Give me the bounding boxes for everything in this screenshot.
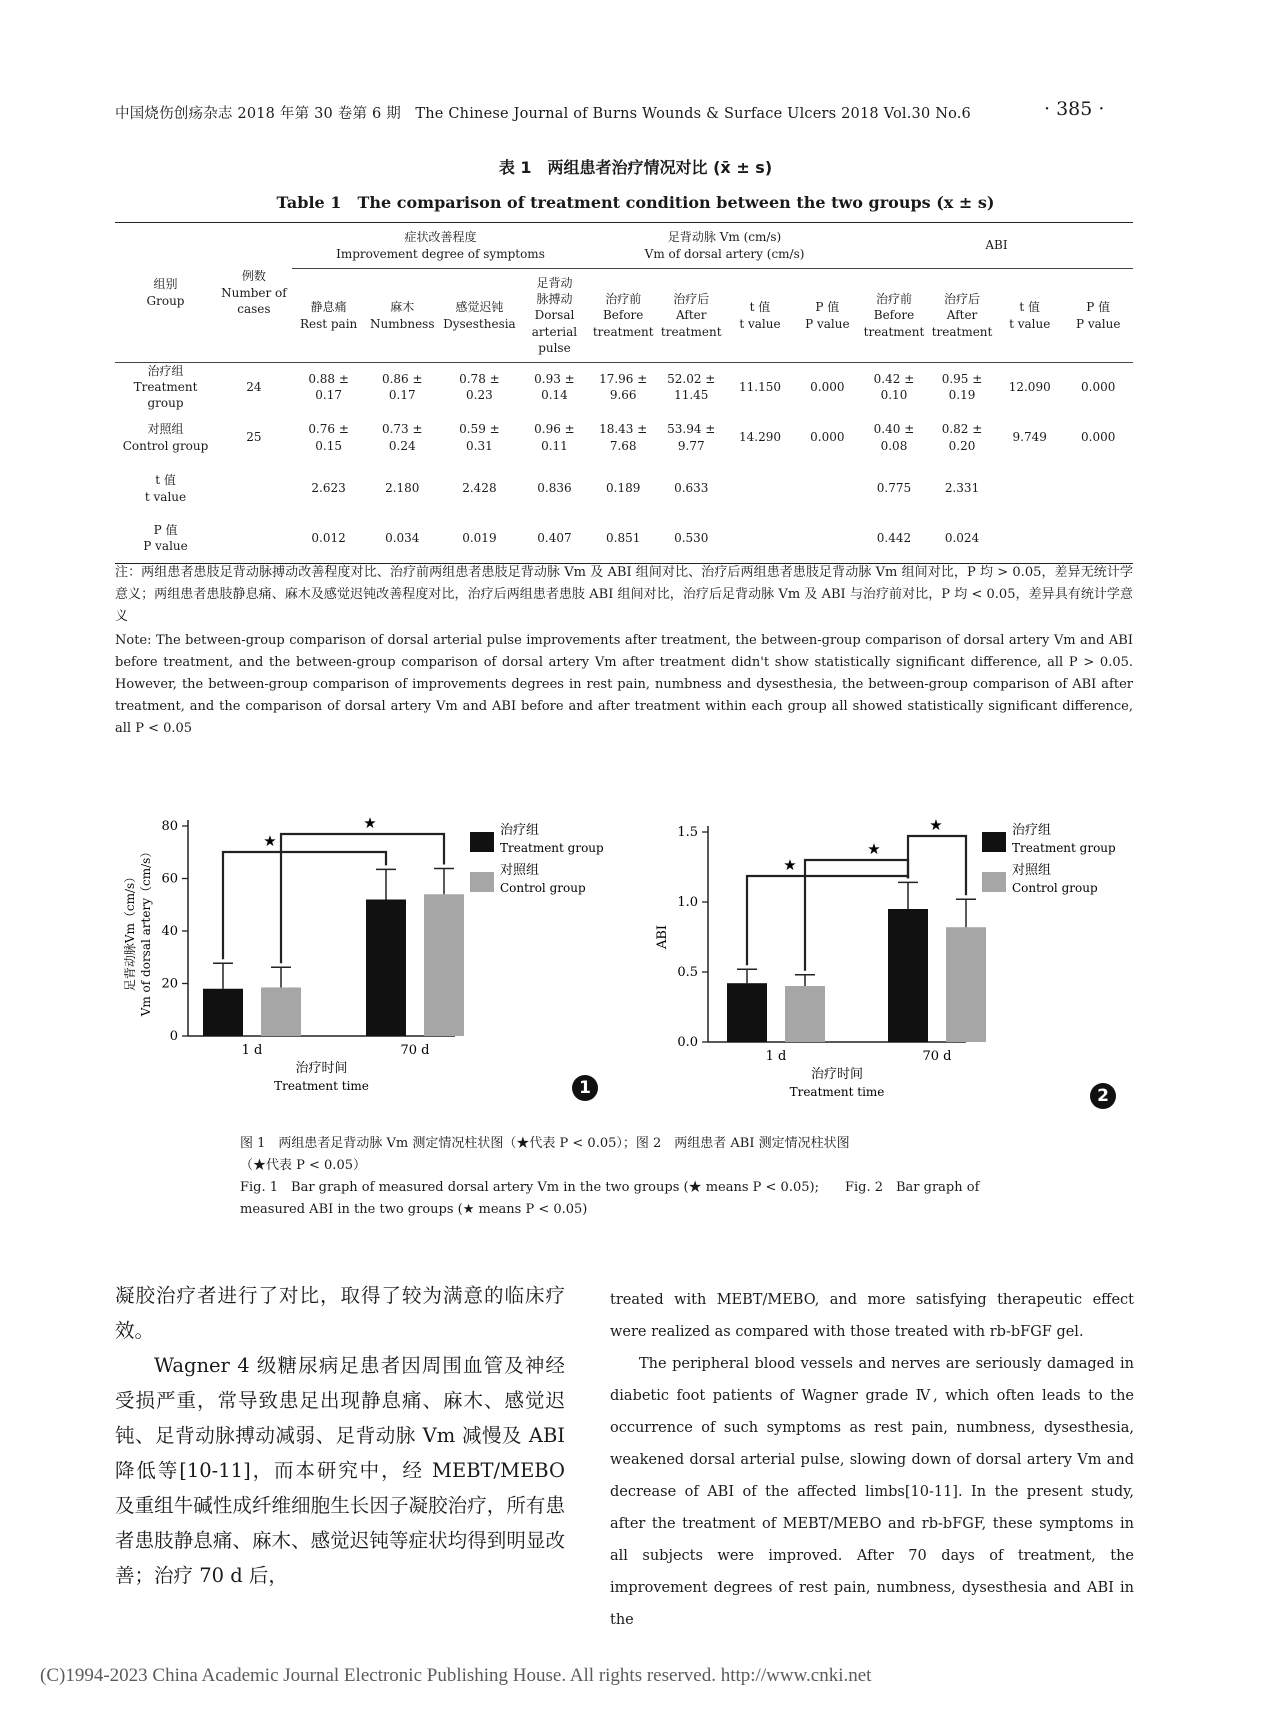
- legend-swatch: [982, 872, 1006, 892]
- journal-title-en: The Chinese Journal of Burns Wounds & Surface Ulcers 2018 Vol.30 No.6: [415, 106, 971, 122]
- significance-star: ★: [783, 856, 797, 874]
- abi-after-header: 治疗后 After treatment: [928, 269, 996, 363]
- vm-before-header: 治疗前 Before treatment: [589, 269, 657, 363]
- significance-star: ★: [867, 840, 881, 858]
- x-axis-label-cn: 治疗时间: [810, 1067, 864, 1082]
- dysesthesia-header: 感觉迟钝 Dysesthesia: [439, 269, 520, 363]
- bar: [785, 986, 825, 1042]
- body-text-en: [610, 1284, 1134, 1636]
- rest-pain-header: 静息痛 Rest pain: [292, 269, 366, 363]
- y-tick-label: 0.5: [677, 965, 698, 980]
- bar: [888, 909, 928, 1042]
- figure-2-number: 2: [1090, 1083, 1116, 1109]
- copyright-footer: (C)1994-2023 China Academic Journal Electronic Publishing House. All rights reserved. http://www.cnki.net: [40, 1665, 872, 1686]
- figure-area: [0, 800, 1271, 1120]
- x-tick-label: 1 d: [241, 1043, 263, 1058]
- y-axis-label-cn: 足背动脉Vm（cm/s）: [123, 870, 137, 992]
- cases-header: 例数 Number of cases: [216, 223, 292, 363]
- legend-swatch: [470, 872, 494, 892]
- legend-label-en: Control group: [500, 881, 586, 895]
- table-row-control: 对照组 Control group 25 0.76 ± 0.15 0.73 ± 0.24 0.59 ± 0.31 0.96 ± 0.11 18.43 ± 7.68 53.94 ± 9.77 14.290 0.000 0.40 ± 0.08 0.82 ± 0.20 9.749 0.000: [122, 422, 1116, 453]
- legend-label-cn: 对照组: [1012, 863, 1052, 878]
- figure-1-vm-chart: [0, 800, 620, 1120]
- table-note-en: Note: The between-group comparison of dorsal arterial pulse improvements after treatment, the between-group comparison of dorsal artery Vm and ABI before treatment, and the between-group comparison of dorsal artery Vm after treatment didn't show statistically significant difference, all P > 0.05. However, the between-group comparison of improvements degrees in rest pain, numbness and dysesthesia, the between-group comparison of ABI after treatment, and the comparison of dorsal artery Vm and ABI before and after treatment within each group all showed statistically significant difference, all P < 0.05: [115, 633, 1133, 736]
- body-en-paragraph-1: treated with MEBT/MEBO, and more satisfying therapeutic effect were realized as compared with those treated with rb-bFGF gel.: [610, 1292, 1134, 1340]
- bar: [946, 927, 986, 1042]
- bar: [203, 989, 243, 1036]
- pulse-header: 足背动 脉搏动 Dorsal arterial pulse: [520, 269, 589, 363]
- bar: [727, 983, 767, 1042]
- journal-title-cn: 中国烧伤创疡杂志 2018 年第 30 卷第 6 期: [115, 106, 401, 122]
- y-tick-label: 0.0: [677, 1035, 698, 1050]
- legend-label-cn: 治疗组: [1012, 823, 1052, 838]
- y-tick-label: 0: [169, 1029, 178, 1044]
- table-note-cn: 注：两组患者患肢足背动脉搏动改善程度对比、治疗前两组患者患肢足背动脉 Vm 及 ABI 组间对比、治疗后两组患者患肢足背动脉 Vm 组间对比，P 均 > 0.05，差异无统计学意义；两组患者患肢静息痛、麻木及感觉迟钝改善程度对比，治疗后两组患者患肢 ABI 组间对比，治疗后足背动脉 Vm 及 ABI 与治疗前对比，P 均 < 0.05，差异具有统计学意义: [115, 565, 1133, 624]
- group-header: 组别 Group: [115, 223, 216, 363]
- table-row-p-value: P 值 P value 0.012 0.034 0.019 0.407 0.851 0.530 0.442 0.024: [115, 514, 1133, 564]
- body-cn-paragraph-2: Wagner 4 级糖尿病足患者因周围血管及神经受损严重，常导致患足出现静息痛、麻木、感觉迟钝、足背动脉搏动减弱、足背动脉 Vm 减慢及 ABI 降低等[10-11]，而本研究中，经 MEBT/MEBO 及重组牛碱性成纤维细胞生长因子凝胶治疗，所有患者患肢静息痛、麻木、感觉迟钝等症状均得到明显改善；治疗 70 d 后，: [115, 1354, 565, 1587]
- legend-label-en: Control group: [1012, 881, 1098, 895]
- body-en-paragraph-2: The peripheral blood vessels and nerves are seriously damaged in diabetic foot patients of Wagner grade Ⅳ, which often leads to the occurrence of such symptoms as rest pain, numbness, dysesthesia, weakened dorsal arterial pulse, slowing down of dorsal artery Vm and decrease of ABI of the affected limbs[10-11]. In the present study, after the treatment of MEBT/MEBO and rb-bFGF, these symptoms in all subjects were improved. After 70 days of treatment, the improvement degrees of rest pain, numbness, dysesthesia and ABI in the: [610, 1356, 1134, 1628]
- figure-2-abi-chart: [620, 800, 1240, 1120]
- y-axis-label-en: Vm of dorsal artery（cm/s）: [139, 845, 153, 1017]
- body-text-cn: [115, 1278, 565, 1593]
- y-tick-label: 20: [161, 976, 178, 992]
- y-tick-label: 1.0: [677, 895, 698, 910]
- abi-before-header: 治疗前 Before treatment: [860, 269, 928, 363]
- x-axis-label-en: Treatment time: [789, 1085, 885, 1099]
- significance-bracket: [223, 852, 386, 959]
- significance-bracket: [908, 836, 966, 895]
- significance-star: ★: [263, 832, 277, 850]
- y-axis-label: ABI: [655, 924, 670, 950]
- x-axis-label-cn: 治疗时间: [295, 1061, 348, 1076]
- comparison-table: [115, 222, 1133, 564]
- table-caption-cn: 表 1 两组患者治疗情况对比 (x̄ ± s): [498, 158, 773, 177]
- y-tick-label: 60: [161, 871, 178, 887]
- page-number: · 385 ·: [1044, 98, 1105, 120]
- legend-label-cn: 对照组: [500, 863, 540, 878]
- bar: [424, 894, 464, 1036]
- x-axis-label-en: Treatment time: [274, 1079, 369, 1093]
- table-row-treatment: 治疗组 Treatment group 24 0.88 ± 0.17 0.86 ± 0.17 0.78 ± 0.23 0.93 ± 0.14 17.96 ± 9.66 52.02 ± 11.45 11.150 0.000 0.42 ± 0.10 0.95 ± 0.19 12.090 0.000: [133, 364, 1116, 411]
- legend-swatch: [470, 832, 494, 852]
- bar: [366, 900, 406, 1037]
- x-tick-label: 70 d: [922, 1049, 952, 1064]
- vm-header: 足背动脉 Vm (cm/s) Vm of dorsal artery (cm/s): [589, 223, 860, 269]
- y-tick-label: 40: [161, 924, 178, 939]
- significance-star: ★: [929, 816, 943, 834]
- numbness-header: 麻木 Numbness: [365, 269, 439, 363]
- legend-swatch: [982, 832, 1006, 852]
- body-cn-paragraph-1: 凝胶治疗者进行了对比，取得了较为满意的临床疗效。: [115, 1284, 565, 1342]
- abi-t-header: t 值 t value: [996, 269, 1063, 363]
- vm-p-header: P 值 P value: [795, 269, 860, 363]
- x-tick-label: 70 d: [400, 1043, 430, 1058]
- legend-label-cn: 治疗组: [500, 823, 540, 838]
- vm-after-header: 治疗后 After treatment: [657, 269, 725, 363]
- significance-bracket: [281, 834, 444, 963]
- legend-label-en: Treatment group: [1012, 841, 1116, 855]
- table-row-t-value: t 值 t value 2.623 2.180 2.428 0.836 0.189 0.633 0.775 2.331: [144, 473, 980, 504]
- running-header: [115, 102, 971, 123]
- y-tick-label: 80: [161, 819, 178, 834]
- abi-header: ABI: [860, 223, 1133, 269]
- significance-star: ★: [363, 814, 377, 832]
- legend-label-en: Treatment group: [500, 841, 604, 855]
- figure-1-number: 1: [572, 1075, 598, 1101]
- table-caption-en: Table 1 The comparison of treatment condition between the two groups (x ± s): [276, 193, 995, 212]
- figure-caption: 图 1 两组患者足背动脉 Vm 测定情况柱状图（★代表 P < 0.05）；图 2 两组患者 ABI 测定情况柱状图 （★代表 P < 0.05） Fig. 1 Bar graph of measured dorsal artery Vm in the two groups (★ means P < 0.05); Fig. 2 Bar graph of measured ABI in the two groups (★ means P < 0.05): [240, 1136, 980, 1217]
- symptoms-header: 症状改善程度 Improvement degree of symptoms: [292, 223, 589, 269]
- significance-bracket: [747, 876, 908, 965]
- y-tick-label: 1.5: [677, 825, 698, 840]
- abi-p-header: P 值 P value: [1063, 269, 1133, 363]
- x-tick-label: 1 d: [765, 1049, 787, 1064]
- bar: [261, 987, 301, 1036]
- vm-t-header: t 值 t value: [725, 269, 794, 363]
